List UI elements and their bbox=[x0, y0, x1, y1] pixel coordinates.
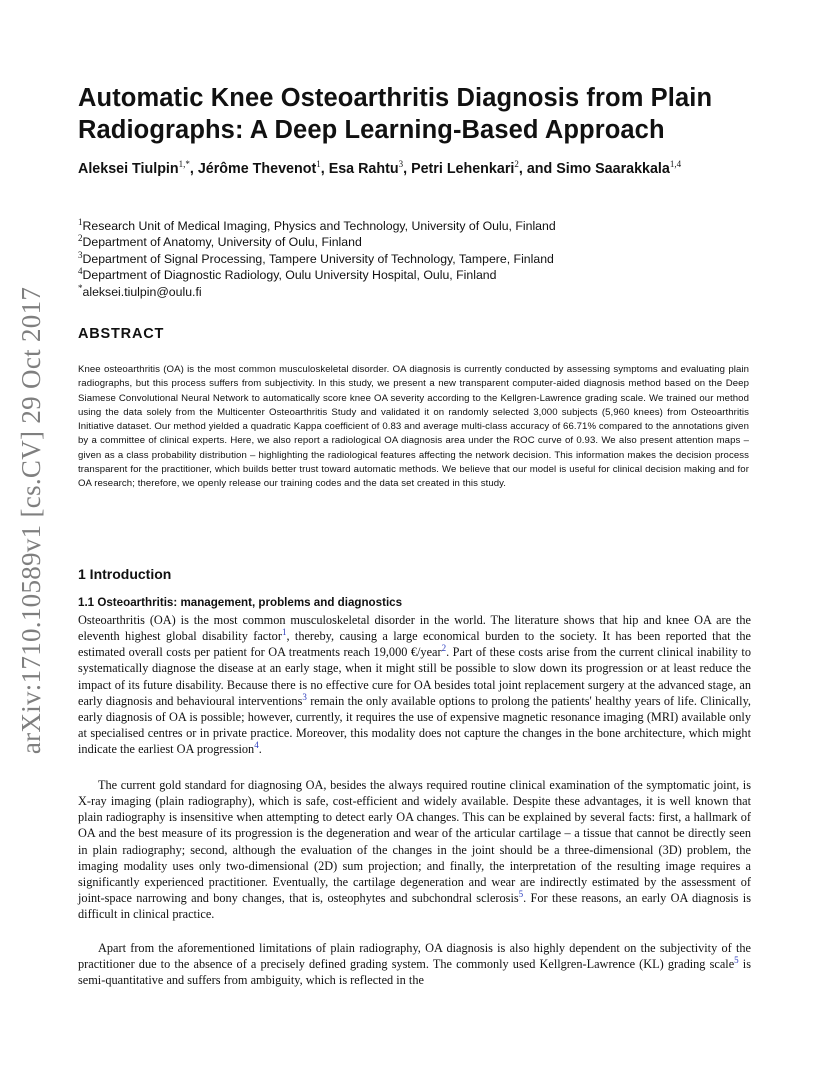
author-affiliation-mark: 1 bbox=[316, 159, 321, 170]
author-name: and Simo Saarakkala bbox=[526, 161, 670, 177]
affiliation-number: * bbox=[78, 282, 83, 293]
author-list: Aleksei Tiulpin$^{1,*}$, Jérôme Thevenot$^1$, Esa Rahtu$^3$, Petri Lehenkari$^2$, and Simo Saarakkala$^{1,4}$ bbox=[78, 159, 682, 177]
affiliation-number: 2 bbox=[78, 233, 83, 244]
affiliation-list bbox=[78, 218, 768, 300]
citation-link[interactable]: 2 bbox=[441, 643, 447, 654]
author-affiliation-mark: 1,4 bbox=[669, 159, 682, 170]
citation-link[interactable]: 3 bbox=[302, 691, 307, 702]
citation-link[interactable]: 5 bbox=[734, 955, 739, 966]
affiliation-text: Department of Anatomy, University of Oulu, Finland bbox=[82, 235, 362, 250]
citation-link[interactable]: 1 bbox=[281, 627, 287, 638]
affiliation-text: Department of Diagnostic Radiology, Oulu University Hospital, Oulu, Finland bbox=[82, 268, 497, 283]
paragraph-text: Osteoarthritis (OA) is the most common musculoskeletal disorder in the world. The literature shows that hip and knee OA are the eleventh highest global disability factor bbox=[78, 613, 751, 644]
abstract-text: Knee osteoarthritis (OA) is the most common musculoskeletal disorder. OA diagnosis is currently conducted by assessing symptoms and evaluating plain radiographs, but this process suffers from subjectivity. In this study, we present a new transparent computer-aided diagnosis method based on the Deep Siamese Convolutional Neural Network to automatically score knee OA severity according to the Kellgren-Lawrence grading scale. We trained our method using the data solely from the Multicenter Osteoarthritis Study and validated it on randomly selected 3,000 subjects (5,960 knees) from Osteoarthritis Initiative dataset. Our method yielded a quadratic Kappa coefficient of 0.83 and average multi-class accuracy of 66.71% compared to the annotations given by a committee of clinical experts. Here, we also report a radiological OA diagnosis area under the ROC curve of 0.93. We also present attention maps – given as a class probability distribution – highlighting the radiological features affecting the network decision. This information makes the decision process transparent for the practitioner, which builds better trust toward automatic methods. We believe that our model is useful for clinical decision making and for OA research; therefore, we openly release our training codes and the data set created in this study. bbox=[78, 364, 749, 489]
citation-link[interactable]: 5 bbox=[518, 889, 524, 899]
author-affiliation-mark: 1,* bbox=[178, 159, 190, 170]
affiliation-item bbox=[78, 267, 768, 283]
paragraph-text: is semi-quantitative and suffers from ambiguity, which is reflected in the bbox=[78, 957, 751, 988]
paragraph-text: , thereby, causing a large economical burden to the society. It has been reported that the estimated overall costs per patient for OA treatments reach 19,000 €/year bbox=[78, 629, 751, 660]
corresponding-email bbox=[78, 284, 768, 300]
subsection-heading: 1.1 Osteoarthritis: management, problems and diagnostics bbox=[78, 596, 403, 609]
body-paragraph bbox=[78, 940, 751, 988]
author-name: Esa Rahtu bbox=[328, 161, 399, 177]
body-paragraph bbox=[78, 612, 751, 757]
citation-link[interactable]: 4 bbox=[254, 740, 259, 751]
affiliation-item bbox=[78, 218, 768, 234]
author-name: Petri Lehenkari bbox=[411, 161, 515, 177]
paragraph-text: Apart from the aforementioned limitations of plain radiography, OA diagnosis is also highly dependent on the subjectivity of the practitioner due to the absence of a precisely defined grading system. The commonly used Kellgren-Lawrence (KL) grading scale bbox=[78, 941, 751, 972]
affiliation-text: Research Unit of Medical Imaging, Physics and Technology, University of Oulu, Finland bbox=[82, 219, 556, 233]
abstract-heading: ABSTRACT bbox=[78, 326, 165, 342]
affiliation-number: 1 bbox=[78, 216, 83, 227]
author-affiliation-mark: 2 bbox=[514, 159, 519, 170]
paper-title: Automatic Knee Osteoarthritis Diagnosis from Plain Radiographs: A Deep Learning-Based Approach bbox=[78, 84, 713, 144]
author-affiliation-mark: 3 bbox=[398, 159, 404, 170]
affiliation-item bbox=[78, 234, 768, 250]
email-text: aleksei.tiulpin@oulu.fi bbox=[82, 284, 202, 299]
author-name: Jérôme Thevenot bbox=[197, 161, 317, 177]
author-name: Aleksei Tiulpin bbox=[78, 161, 179, 177]
paragraph-text: remain the only available options to prolong the patients' healthy years of life. Clinically, early diagnosis of OA is possible; however, currently, it requires the use of expensive magnetic resonance imaging (MRI) available only at specialised centres or in private practice. Moreover, this modality does not capture the changes in the bone architecture, which might indicate the earliest OA progression bbox=[78, 693, 751, 757]
paragraph-text: . bbox=[258, 742, 262, 757]
affiliation-number: 3 bbox=[78, 249, 83, 260]
section-heading-introduction: 1 Introduction bbox=[78, 566, 172, 582]
paragraph-text: The current gold standard for diagnosing OA, besides the always required routine clinical examination of the symptomatic joint, is X-ray imaging (plain radiography), which is safe, cost-efficient and widely available. Despite these advantages, it is well known that plain radiography is insensitive when attempting to detect early OA changes. This can be explained by several facts: first, a hallmark of OA and the best measure of its progression is the degeneration and wear of the articular cartilage – a tissue that cannot be directly seen in plain radiography; second, although the evaluation of the changes in the joint should be a three-dimensional (3D) problem, the imaging modality uses only two-dimensional (2D) sum projection; and finally, the interpretation of the resulting image requires a significantly experienced practitioner. Eventually, the cartilage degeneration and wear are indirectly estimated by the assessment of joint-space narrowing and bony changes, that is, osteophytes and subchondral sclerosis bbox=[78, 778, 751, 906]
arxiv-identifier-stamp bbox=[10, 285, 54, 755]
affiliation-item bbox=[78, 251, 768, 267]
arxiv-id-text: arXiv:1710.10589v1 [cs.CV] 29 Oct 2017 bbox=[16, 286, 47, 754]
affiliation-text: Department of Signal Processing, Tampere University of Technology, Tampere, Finland bbox=[82, 251, 554, 266]
paragraph-text: . Part of these costs arise from the current clinical inability to systematically diagnose the disease at an early stage, when it might still be possible to slow down its progression or at least reduce the impact of its future disability. Because there is no effective cure for OA besides total joint replacement surgery at the advanced stage, an early diagnosis and behavioural interventions bbox=[78, 645, 751, 708]
affiliation-number: 4 bbox=[78, 266, 83, 277]
paragraph-text: . For these reasons, an early OA diagnosis is difficult in clinical practice. bbox=[78, 891, 751, 922]
body-paragraph bbox=[78, 777, 751, 922]
